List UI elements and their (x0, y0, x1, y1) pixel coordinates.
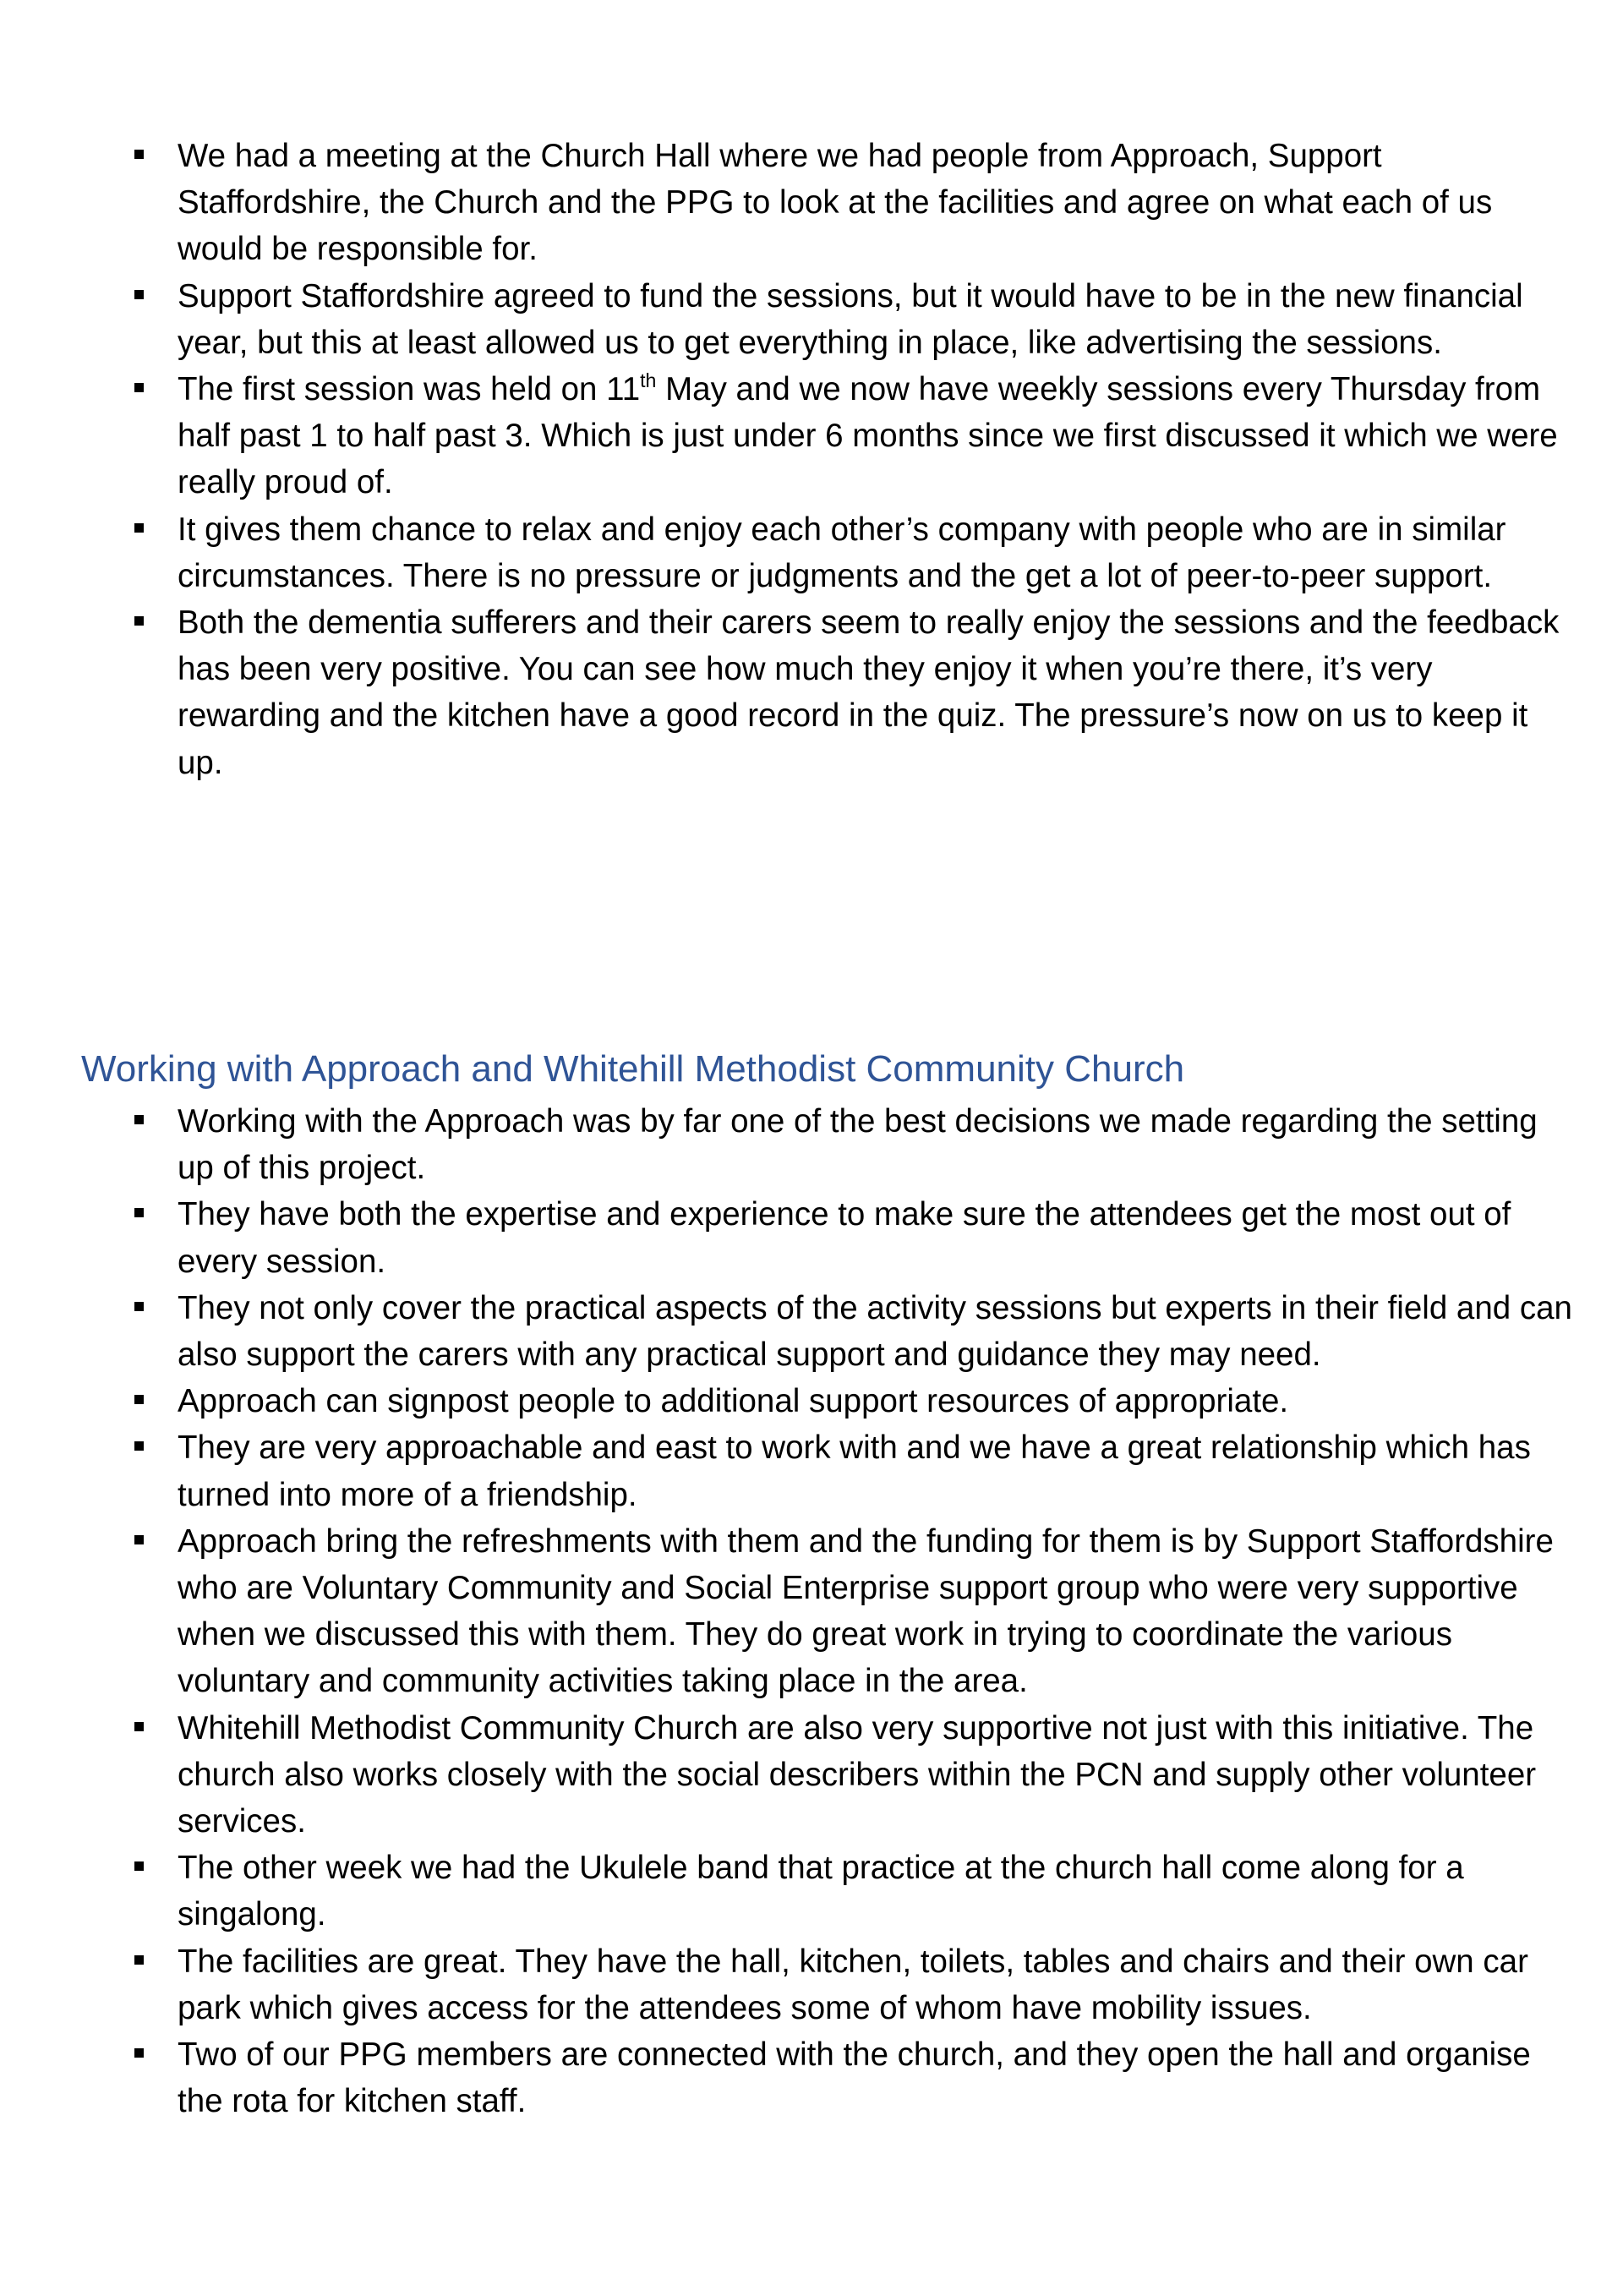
square-bullet-icon (134, 1395, 144, 1404)
square-bullet-icon (134, 523, 144, 533)
bullet-text (178, 371, 1558, 500)
list-item (178, 1705, 1581, 1845)
bullet-text: Approach can signpost people to additional support resources of appropriate. (178, 1383, 1289, 1420)
square-bullet-icon (134, 1722, 144, 1731)
square-bullet-icon (134, 616, 144, 626)
bullet-text: They not only cover the practical aspects of the activity sessions but experts in their field and can also support the carers with any practical support and guidance they may need. (178, 1289, 1572, 1374)
bullet-text: They are very approachable and east to work with and we have a great relationship which has turned into more of a friendship. (178, 1430, 1531, 1513)
list-item (178, 1845, 1581, 1938)
list-item (178, 1285, 1581, 1378)
bullet-text: Two of our PPG members are connected with the church, and they open the hall and organise the rota for kitchen staff. (178, 2036, 1531, 2120)
bullet-text: They have both the expertise and experience to make sure the attendees get the most out of every session. (178, 1196, 1511, 1280)
ordinal-suffix: th (640, 369, 657, 392)
list-item (178, 1938, 1581, 2031)
bullet-text: Working with the Approach was by far one of the best decisions we made regarding the setting up of this project. (178, 1103, 1538, 1187)
intro-bullet-list (178, 133, 1581, 786)
square-bullet-icon (134, 1861, 144, 1871)
bullet-text-end: May and we now have weekly sessions every Thursday from half past 1 to half past 3. Which is just under 6 months since we first discussed it which we were really proud of. (178, 371, 1558, 501)
bullet-text-start: The first session was held on 11 (178, 371, 641, 408)
square-bullet-icon (134, 383, 144, 392)
list-item (178, 1191, 1581, 1284)
list-item (178, 1098, 1581, 1191)
square-bullet-icon (134, 290, 144, 299)
bullet-text: We had a meeting at the Church Hall where we had people from Approach, Support Staffordshire, the Church and the PPG to look at the facilities and agree on what each of us would be responsible for. (178, 138, 1493, 268)
section-heading: Working with Approach and Whitehill Methodist Community Church (81, 1048, 1185, 1090)
bullet-text: Whitehill Methodist Community Church are also very supportive not just with this initiative. The church also works closely with the social describers within the PCN and supply other volunteer services. (178, 1709, 1537, 1840)
bullet-text: Approach bring the refreshments with them and the funding for them is by Support Staffordshire who are Voluntary Community and Social Enterprise support group who were very supportive when we discussed this with them. They do great work in trying to coordinate the various voluntary and community activities taking place in the area. (178, 1522, 1554, 1700)
section-bullet-list (178, 1098, 1581, 2124)
list-item (178, 1424, 1581, 1517)
square-bullet-icon (134, 1441, 144, 1451)
bullet-text: The other week we had the Ukulele band that practice at the church hall come along for a singalong. (178, 1850, 1464, 1933)
square-bullet-icon (134, 1955, 144, 1965)
square-bullet-icon (134, 1208, 144, 1217)
list-item (178, 273, 1581, 366)
list-item (178, 133, 1581, 273)
list-item (178, 506, 1581, 599)
square-bullet-icon (134, 150, 144, 159)
square-bullet-icon (134, 1115, 144, 1124)
bullet-text: Both the dementia sufferers and their carers seem to really enjoy the sessions and the feedback has been very positive. You can see how much they enjoy it when you’re there, it’s very rewarding and the kitchen have a good record in the quiz. The pressure’s now on us to keep it up. (178, 604, 1560, 781)
list-item (178, 366, 1581, 506)
list-item (178, 1378, 1581, 1424)
list-item (178, 2031, 1581, 2124)
bullet-text: The facilities are great. They have the hall, kitchen, toilets, tables and chairs and their own car park which gives access for the attendees some of whom have mobility issues. (178, 1943, 1528, 2026)
list-item (178, 1518, 1581, 1705)
bullet-text: It gives them chance to relax and enjoy each other’s company with people who are in similar circumstances. There is no pressure or judgments and the get a lot of peer-to-peer support. (178, 511, 1506, 594)
square-bullet-icon (134, 2048, 144, 2058)
bullet-text: Support Staffordshire agreed to fund the sessions, but it would have to be in the new financial year, but this at least allowed us to get everything in place, like advertising the sessions. (178, 277, 1523, 361)
list-item (178, 599, 1581, 786)
square-bullet-icon (134, 1302, 144, 1311)
square-bullet-icon (134, 1535, 144, 1544)
